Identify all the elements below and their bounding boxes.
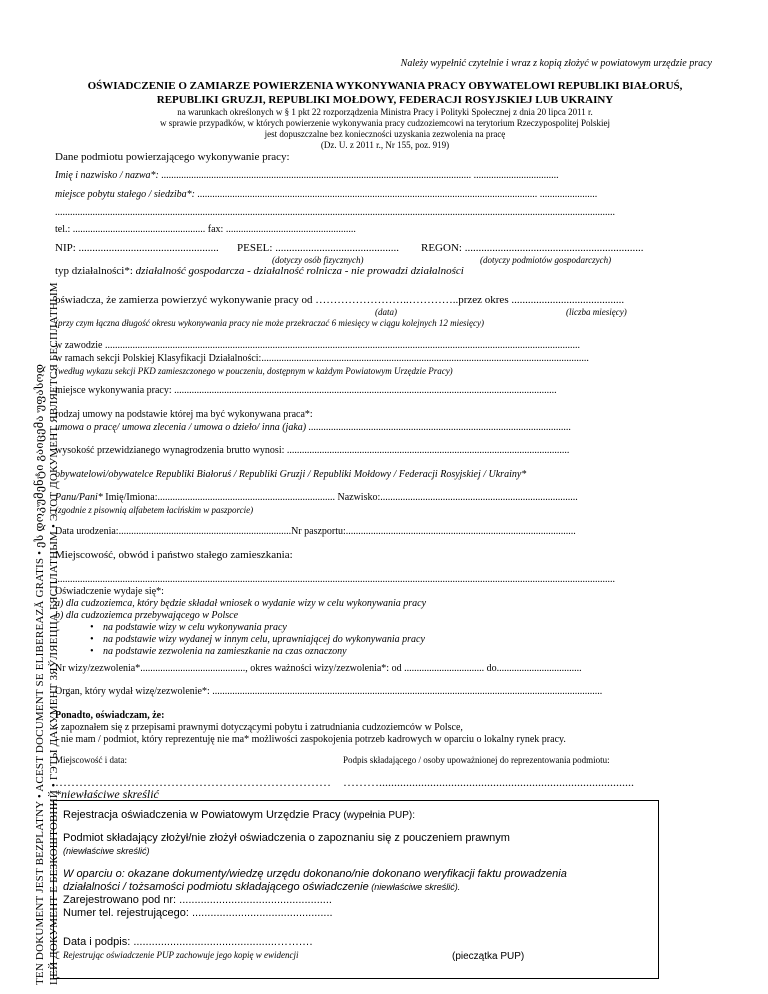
sidebar-free-document-notice-line2: ЦЕЙ ДОКУМЕНТ Е БЕЗКОШТОВНИЙ • ГЭТЫ ДАКУМЕНТ ЗЯЎЛЯЕЦЦА БЯСПЛАТНЫМ • ЭТОТ ДОКУМЕНТ ЯВЛЯЕТСЯ БЕСПЛАТНЫМ [48,282,60,985]
place-date-label: Miejscowość i data: [55,755,127,765]
sidebar-free-document-notice-line1: TEN DOKUMENT JEST BEZPLATNY • ACEST DOCUMENT SE ELIBEREAZĂ GRATIS • ეს დოკუმენტი გაიცემა უფასოდ [34,363,46,985]
residence-permit-option[interactable]: • na podstawie zezwolenia na zamieszkanie na czas oznaczony [103,646,347,657]
pkd-section-field[interactable]: w ramach sekcji Polskiej Klasyfikacji Działalności:................................................................................................................................... [55,353,589,364]
pup-verification-text[interactable]: działalności / tożsamości podmiotu składającego oświadczenie [63,881,369,893]
pup-registrar-phone-field[interactable]: Numer tel. rejestrującego: .............................................. [63,907,333,919]
employer-heading: Dane podmiotu powierzającego wykonywanie pracy: [55,151,290,163]
contract-type-label: rodzaj umowy na podstawie której ma być wykonywana praca*: [55,409,313,420]
birth-passport-field[interactable]: Data urodzenia:.....................................................................Nr paszportu:............................................................................................ [55,526,576,537]
pup-submitter-statement[interactable]: Podmiot składający złożył/nie złożył oświadczenia o zapoznaniu się z pouczeniem prawnym [63,832,510,844]
employer-residence-continuation-field[interactable]: ................................................................................................................................................................................................................................ [55,207,615,218]
place-date-field[interactable]: …………………………………………………………… [55,775,331,789]
top-note: Należy wypełnić czytelnie i wraz z kopią złożyć w powiatowym urzędzie pracy [400,58,712,69]
activity-type-options[interactable]: działalność gospodarcza - działalność rolnicza - nie prowadzi działalności [135,265,464,277]
moreover-heading: Ponadto, oświadczam, że: [55,710,165,721]
regon-field[interactable]: REGON: ................................................................. [421,242,644,254]
strike-out-footnote: *niewłaściwe skreślić [55,787,159,801]
pup-registration-number-field[interactable]: Zarejestrowano pod nr: .................................................. [63,894,332,906]
signature-label: Podpis składającego / osoby upoważnionej do reprezentowania podmiotu: [343,755,610,765]
activity-type[interactable] [55,265,464,277]
legal-basis-line1: na warunkach określonych w § 1 pkt 22 rozporządzenia Ministra Pracy i Polityki Społecznej z dnia 20 lipca 2011 r. [177,107,593,117]
pup-stamp-note: (pieczątka PUP) [452,951,525,962]
pup-strike-note: (niewłaściwe skreślić) [63,846,150,856]
visa-number-validity-field[interactable]: Nr wizy/zezwolenia*.........................................., okres ważności wizy/zezwolenia*: od ................................ do.................................. [55,663,582,674]
residence-field[interactable]: ................................................................................................................................................................................................................................ [55,574,615,585]
pup-box-title-text: Rejestracja oświadczenia w Powiatowym Urzędzie Pracy [63,809,341,821]
pup-verification-note: (niewłaściwe skreślić). [368,882,461,892]
nip-field[interactable]: NIP: ................................................... [55,242,219,254]
date-note: (data) [375,307,397,317]
employer-residence-field[interactable]: miejsce pobytu stałego / siedziba*: ........................................................................................................................................ ....................... [55,189,598,200]
months-note: (liczba miesięcy) [566,307,627,317]
salary-field[interactable]: wysokość przewidzianego wynagrodzenia brutto wynosi: ................................................................................................................. [55,445,570,456]
legal-basis-line2: w sprawie przypadków, w których powierzenie wykonywania pracy cudzoziemcowi na terytorium Rzeczypospolitej Polskiej [159,118,611,128]
pup-verification-line2[interactable] [63,881,460,893]
statement-regulations: - zapoznałem się z przepisami prawnymi dotyczącymi pobytu i zatrudniania cudzoziemców w Polsce, [55,722,463,733]
pup-box-title-note: (wypełnia PUP): [340,810,416,821]
visa-work-option[interactable]: • na podstawie wizy w celu wykonywania pracy [103,622,287,633]
foreigner-names-field[interactable] [55,492,578,503]
regon-note: (dotyczy podmiotów gospodarczych) [480,255,612,265]
issuing-organ-field[interactable]: Organ, który wydał wizę/zezwolenie*: ............................................................................................................................................................ [55,686,603,697]
pup-date-signature-field[interactable]: Data i podpis: ...............................................…….… [63,936,314,948]
visa-other-option[interactable]: • na podstawie wizy wydanej w innym celu, uprawniającej do wykonywania pracy [103,634,425,645]
pesel-note: (dotyczy osób fizycznych) [272,255,364,265]
pesel-field[interactable]: PESEL: ............................................. [237,242,399,254]
legal-basis-line4: (Dz. U. z 2011 r., Nr 155, poz. 919) [320,140,450,150]
pkd-note: (według wykazu sekcji PKD zamieszczonego w pouczeniu, dostępnym w każdym Powiatowym Urzędzie Pracy) [55,366,453,376]
pup-copy-kept-note: Rejestrując oświadczenie PUP zachowuje jego kopię w ewidencji [63,950,299,960]
document-title-line2: REPUBLIKI GRUZJI, REPUBLIKI MOŁDOWY, FEDERACJI ROSYJSKIEJ LUB UKRAINY [156,94,614,106]
contract-type-field[interactable]: umowa o pracę/ umowa zlecenia / umowa o dzieło/ inna (jaka) ......................................................................................................... [55,422,572,433]
tel-fax-field[interactable]: tel.: ..................................................... fax: .................................................... [55,224,356,235]
workplace-field[interactable]: miejsce wykonywania pracy: ......................................................................................................................................................... [55,385,557,396]
document-title-line1: OŚWIADCZENIE O ZAMIARZE POWIERZENIA WYKONYWANIA PRACY OBYWATELOWI REPUBLIKI BIAŁORUŚ, [87,80,683,92]
names-field[interactable]: Imię/Imiona:....................................................................... Nazwisko:............................................................................... [102,492,578,503]
issued-option-b[interactable]: b) dla cudzoziemca przebywającego w Polsce [55,610,239,621]
legal-basis-line3: jest dopuszczalne bez konieczności uzyskania zezwolenia na pracę [264,129,506,139]
statement-labour-market[interactable]: - nie mam / podmiot, który reprezentuję nie ma* możliwości zaspokojenia potrzeb kadrowych w oparciu o lokalny rynek pracy. [55,734,566,745]
pup-box-title [63,809,415,821]
citizenship-options[interactable]: obywatelowi/obywatelce Republiki Białoruś / Republiki Gruzji / Republiki Mołdowy / Federacji Rosyjskiej / Ukrainy* [55,469,527,480]
signature-field[interactable]: ………..................................................................................... [343,775,634,789]
occupation-field[interactable]: w zawodzie .............................................................................................................................................................................................. [55,340,580,351]
employment-period-field[interactable]: oświadcza, że zamierza powierzyć wykonywanie pracy od ……………………..…………..przez okres ......................................... [55,294,625,306]
residence-label: Miejscowość, obwód i państwo stałego zamieszkania: [55,549,293,561]
period-limit-note: (przy czym łączna długość okresu wykonywania pracy nie może przekraczać 6 miesięcy w ciągu kolejnych 12 miesięcy) [55,318,485,328]
pup-verification-line1[interactable]: W oparciu o: okazane dokumenty/wiedzę urzędu dokonano/nie dokonano weryfikacji faktu prowadzenia [63,868,567,880]
employer-name-field[interactable]: Imię i nazwisko / nazwa*: ............................................................................................................................ .................................. [55,170,559,181]
pup-registration-box [53,800,659,979]
pan-pani-options[interactable]: Panu/Pani* [55,492,103,503]
issued-option-a[interactable]: a) dla cudzoziemca, który będzie składał wniosek o wydanie wizy w celu wykonywania pracy [55,598,427,609]
activity-type-label: typ działalności*: [55,265,136,277]
latin-spelling-note: (zgodnie z pisownią alfabetem łacińskim w paszporcie) [55,505,254,515]
issued-for-label: Oświadczenie wydaje się*: [55,586,164,597]
